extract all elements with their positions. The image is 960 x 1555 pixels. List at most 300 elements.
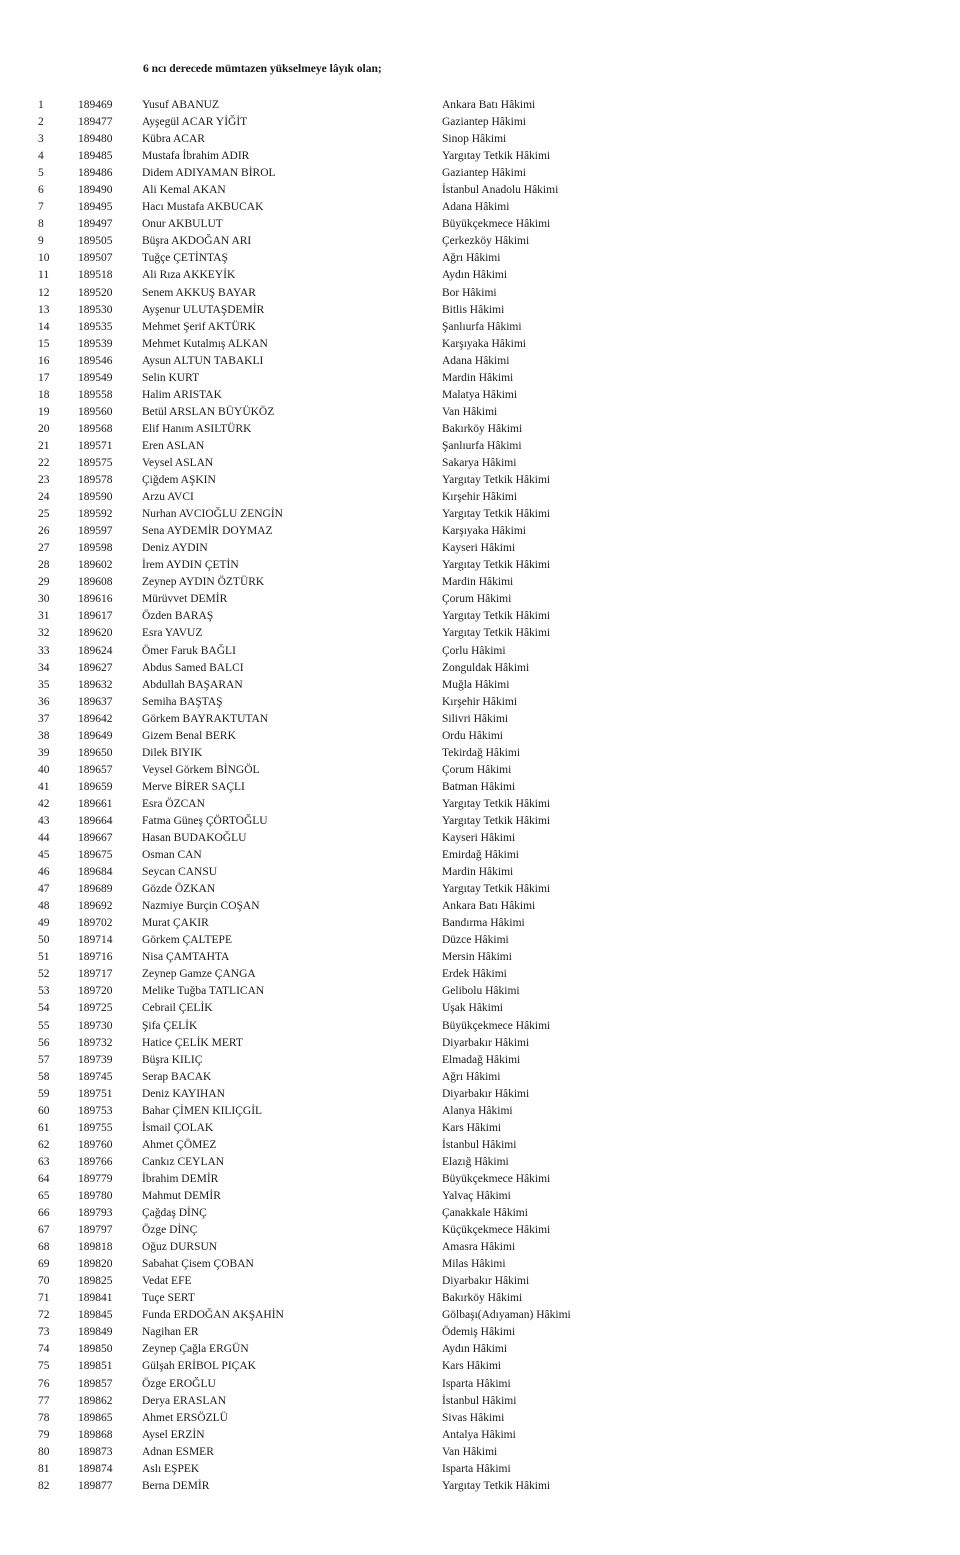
judge-name: Veysel Görkem BİNGÖL — [142, 763, 260, 776]
registry-number: 189637 — [78, 695, 113, 708]
row-number: 41 — [38, 780, 50, 793]
list-row — [0, 353, 960, 370]
court-assignment: Mardin Hâkimi — [442, 371, 514, 384]
registry-number: 189477 — [78, 116, 113, 129]
row-number: 63 — [38, 1155, 50, 1168]
row-number: 4 — [38, 150, 44, 163]
judge-name: Selin KURT — [142, 371, 200, 384]
row-number: 33 — [38, 644, 50, 657]
court-assignment: Büyükçekmece Hâkimi — [442, 1019, 551, 1032]
row-number: 65 — [38, 1190, 50, 1202]
judge-name: Sabahat Çisem ÇOBAN — [142, 1258, 254, 1271]
registry-number: 189659 — [78, 780, 113, 793]
court-assignment: Sakarya Hâkimi — [442, 456, 517, 469]
registry-number: 189716 — [78, 951, 113, 964]
court-assignment: Karşıyaka Hâkimi — [442, 337, 526, 350]
list-row — [0, 1290, 960, 1307]
court-assignment: Kırşehir Hâkimi — [442, 491, 518, 504]
list-row — [0, 574, 960, 591]
row-number: 76 — [38, 1377, 50, 1390]
list-row — [0, 233, 960, 250]
list-row — [0, 114, 960, 131]
row-number: 27 — [38, 542, 50, 555]
row-number: 61 — [38, 1121, 50, 1134]
list-row — [0, 608, 960, 625]
registry-number: 189684 — [78, 866, 113, 879]
list-row — [0, 1188, 960, 1205]
court-assignment: Kayseri Hâkimi — [442, 542, 516, 555]
judge-name: Semiha BAŞTAŞ — [142, 695, 223, 708]
row-number: 7 — [38, 201, 44, 214]
registry-number: 189862 — [78, 1394, 113, 1407]
row-number: 39 — [38, 746, 50, 759]
row-number: 77 — [38, 1394, 50, 1407]
judge-name: Aslı EŞPEK — [142, 1462, 200, 1475]
registry-number: 189664 — [78, 814, 113, 827]
registry-number: 189495 — [78, 201, 113, 214]
judge-name: Büşra AKDOĞAN ARI — [142, 235, 252, 248]
row-number: 52 — [38, 968, 50, 981]
row-number: 60 — [38, 1104, 50, 1117]
registry-number: 189578 — [78, 474, 113, 487]
judge-name: Melike Tuğba TATLICAN — [142, 985, 265, 998]
court-assignment: Ağrı Hâkimi — [442, 252, 501, 265]
list-row — [0, 1410, 960, 1427]
registry-number: 189617 — [78, 610, 113, 623]
row-number: 74 — [38, 1343, 50, 1356]
list-row — [0, 472, 960, 489]
list-row — [0, 1000, 960, 1017]
court-assignment: Isparta Hâkimi — [442, 1462, 511, 1475]
court-assignment: Aydın Hâkimi — [442, 1343, 508, 1356]
list-row — [0, 302, 960, 319]
row-number: 55 — [38, 1019, 50, 1032]
judge-name: Mürüvvet DEMİR — [142, 593, 228, 606]
row-number: 23 — [38, 474, 50, 487]
row-number: 32 — [38, 627, 50, 640]
list-row — [0, 591, 960, 608]
list-row — [0, 131, 960, 148]
registry-number: 189490 — [78, 184, 113, 197]
registry-number: 189818 — [78, 1241, 113, 1254]
list-row — [0, 847, 960, 864]
registry-number: 189632 — [78, 678, 113, 691]
judge-name: Mahmut DEMİR — [142, 1190, 221, 1202]
registry-number: 189793 — [78, 1207, 113, 1220]
row-number: 38 — [38, 729, 50, 742]
row-number: 31 — [38, 610, 50, 623]
list-row — [0, 1035, 960, 1052]
judge-name: Özge EROĞLU — [142, 1377, 216, 1390]
list-row — [0, 1376, 960, 1393]
registry-number: 189518 — [78, 269, 113, 282]
list-row — [0, 1171, 960, 1188]
row-number: 5 — [38, 167, 44, 180]
registry-number: 189535 — [78, 320, 113, 333]
list-row — [0, 148, 960, 165]
judge-name: Didem ADIYAMAN BİROL — [142, 167, 276, 180]
court-assignment: Bor Hâkimi — [442, 286, 497, 299]
court-assignment: Uşak Hâkimi — [442, 1002, 504, 1015]
registry-number: 189657 — [78, 763, 113, 776]
court-assignment: Gölbaşı(Adıyaman) Hâkimi — [442, 1309, 571, 1322]
registry-number: 189874 — [78, 1462, 113, 1475]
row-number: 48 — [38, 900, 50, 913]
list-row — [0, 1120, 960, 1137]
row-number: 66 — [38, 1207, 50, 1220]
list-row — [0, 830, 960, 847]
list-row — [0, 796, 960, 813]
judge-name: Ahmet ÇÖMEZ — [142, 1138, 217, 1151]
registry-number: 189725 — [78, 1002, 113, 1015]
court-assignment: Bakırköy Hâkimi — [442, 1292, 523, 1305]
list-row — [0, 966, 960, 983]
judge-name: Çağdaş DİNÇ — [142, 1207, 207, 1220]
row-number: 8 — [38, 218, 44, 231]
judge-name: Gözde ÖZKAN — [142, 883, 216, 896]
registry-number: 189760 — [78, 1138, 113, 1151]
registry-number: 189558 — [78, 388, 113, 401]
court-assignment: Elazığ Hâkimi — [442, 1155, 509, 1168]
registry-number: 189675 — [78, 849, 113, 862]
registry-number: 189608 — [78, 576, 113, 589]
registry-number: 189568 — [78, 422, 113, 435]
judge-name: Tuçe SERT — [142, 1292, 195, 1305]
registry-number: 189825 — [78, 1275, 113, 1288]
judge-name: Kübra ACAR — [142, 133, 205, 146]
court-assignment: Elmadağ Hâkimi — [442, 1053, 521, 1066]
list-row — [0, 1478, 960, 1495]
court-assignment: Adana Hâkimi — [442, 201, 510, 214]
list-row — [0, 915, 960, 932]
row-number: 19 — [38, 405, 50, 418]
row-number: 81 — [38, 1462, 50, 1475]
list-row — [0, 745, 960, 762]
court-assignment: Yargıtay Tetkik Hâkimi — [442, 814, 551, 827]
registry-number: 189616 — [78, 593, 113, 606]
court-assignment: Ödemiş Hâkimi — [442, 1326, 516, 1339]
court-assignment: Yargıtay Tetkik Hâkimi — [442, 627, 551, 640]
court-assignment: Van Hâkimi — [442, 405, 498, 418]
court-assignment: Isparta Hâkimi — [442, 1377, 511, 1390]
registry-number: 189560 — [78, 405, 113, 418]
registry-number: 189779 — [78, 1172, 113, 1185]
judge-name: Dilek BIYIK — [142, 746, 203, 759]
list-row — [0, 728, 960, 745]
registry-number: 189549 — [78, 371, 113, 384]
row-number: 78 — [38, 1411, 50, 1424]
judge-name: Ali Rıza AKKEYİK — [142, 269, 236, 282]
registry-number: 189689 — [78, 883, 113, 896]
judge-name: Zeynep Gamze ÇANGA — [142, 968, 256, 981]
list-row — [0, 1393, 960, 1410]
court-assignment: Amasra Hâkimi — [442, 1241, 516, 1254]
list-row — [0, 1256, 960, 1273]
judge-name: Abdus Samed BALCI — [142, 661, 244, 674]
registry-number: 189877 — [78, 1479, 113, 1492]
judge-name: Şifa ÇELİK — [142, 1019, 198, 1032]
court-assignment: Mersin Hâkimi — [442, 951, 512, 964]
list-row — [0, 983, 960, 1000]
row-number: 10 — [38, 252, 50, 265]
judge-name: Eren ASLAN — [142, 439, 205, 452]
court-assignment: Van Hâkimi — [442, 1445, 498, 1458]
court-assignment: Yargıtay Tetkik Hâkimi — [442, 508, 551, 521]
judge-name: Hasan BUDAKOĞLU — [142, 832, 247, 845]
list-row — [0, 1137, 960, 1154]
registry-number: 189845 — [78, 1309, 113, 1322]
list-row — [0, 1154, 960, 1171]
list-row — [0, 506, 960, 523]
registry-number: 189627 — [78, 661, 113, 674]
court-assignment: Milas Hâkimi — [442, 1258, 506, 1271]
list-row — [0, 1239, 960, 1256]
judge-name: Esra ÖZCAN — [142, 797, 205, 810]
row-number: 6 — [38, 184, 44, 197]
row-number: 28 — [38, 559, 50, 572]
court-assignment: Sinop Hâkimi — [442, 133, 507, 146]
row-number: 43 — [38, 814, 50, 827]
judge-name: Onur AKBULUT — [142, 218, 223, 231]
registry-number: 189497 — [78, 218, 113, 231]
row-number: 30 — [38, 593, 50, 606]
court-assignment: Küçükçekmece Hâkimi — [442, 1224, 551, 1237]
list-row — [0, 881, 960, 898]
list-row — [0, 438, 960, 455]
list-row — [0, 1461, 960, 1478]
registry-number: 189755 — [78, 1121, 113, 1134]
court-assignment: Çorum Hâkimi — [442, 593, 512, 606]
list-row — [0, 813, 960, 830]
court-assignment: Gaziantep Hâkimi — [442, 116, 526, 129]
row-number: 17 — [38, 371, 50, 384]
judge-name: Çiğdem AŞKIN — [142, 474, 216, 487]
judge-name: Serap BACAK — [142, 1070, 212, 1083]
registry-number: 189865 — [78, 1411, 113, 1424]
registry-number: 189649 — [78, 729, 113, 742]
court-assignment: Şanlıurfa Hâkimi — [442, 320, 522, 333]
registry-number: 189505 — [78, 235, 113, 248]
list-row — [0, 1444, 960, 1461]
registry-number: 189730 — [78, 1019, 113, 1032]
judge-name: Özge DİNÇ — [142, 1224, 198, 1237]
court-assignment: Mardin Hâkimi — [442, 576, 514, 589]
registry-number: 189597 — [78, 525, 113, 538]
judge-name: Ayşegül ACAR YİĞİT — [142, 116, 248, 129]
court-assignment: Erdek Hâkimi — [442, 968, 507, 981]
court-assignment: Adana Hâkimi — [442, 354, 510, 367]
judge-name: Nurhan AVCIOĞLU ZENGİN — [142, 508, 283, 521]
list-row — [0, 677, 960, 694]
court-assignment: Diyarbakır Hâkimi — [442, 1036, 530, 1049]
list-row — [0, 336, 960, 353]
row-number: 45 — [38, 849, 50, 862]
list-row — [0, 1307, 960, 1324]
row-number: 22 — [38, 456, 50, 469]
registry-number: 189732 — [78, 1036, 113, 1049]
row-number: 70 — [38, 1275, 50, 1288]
row-number: 35 — [38, 678, 50, 691]
judge-name: Veysel ASLAN — [142, 456, 214, 469]
list-row — [0, 455, 960, 472]
registry-number: 189841 — [78, 1292, 113, 1305]
court-assignment: Gaziantep Hâkimi — [442, 167, 526, 180]
row-number: 34 — [38, 661, 50, 674]
list-row — [0, 1086, 960, 1103]
registry-number: 189739 — [78, 1053, 113, 1066]
list-row — [0, 1427, 960, 1444]
registry-number: 189530 — [78, 303, 113, 316]
judge-name: Derya ERASLAN — [142, 1394, 226, 1407]
list-row — [0, 199, 960, 216]
list-row — [0, 694, 960, 711]
row-number: 47 — [38, 883, 50, 896]
row-number: 42 — [38, 797, 50, 810]
court-assignment: Diyarbakır Hâkimi — [442, 1087, 530, 1100]
judge-name: Mehmet Şerif AKTÜRK — [142, 320, 256, 333]
row-number: 82 — [38, 1479, 50, 1492]
registry-number: 189702 — [78, 917, 113, 930]
list-row — [0, 1018, 960, 1035]
court-assignment: Yargıtay Tetkik Hâkimi — [442, 474, 551, 487]
judge-name: Hatice ÇELİK MERT — [142, 1036, 243, 1049]
court-assignment: Çanakkale Hâkimi — [442, 1207, 528, 1220]
judge-name: Adnan ESMER — [142, 1445, 214, 1458]
list-row — [0, 421, 960, 438]
row-number: 56 — [38, 1036, 50, 1049]
judge-name: Ömer Faruk BAĞLI — [142, 644, 236, 657]
row-number: 59 — [38, 1087, 50, 1100]
court-assignment: Silivri Hâkimi — [442, 712, 509, 725]
registry-number: 189590 — [78, 491, 113, 504]
list-row — [0, 932, 960, 949]
registry-number: 189539 — [78, 337, 113, 350]
list-row — [0, 523, 960, 540]
court-assignment: Kars Hâkimi — [442, 1121, 502, 1134]
court-assignment: Gelibolu Hâkimi — [442, 985, 520, 998]
judge-name: Betül ARSLAN BÜYÜKÖZ — [142, 405, 275, 418]
court-assignment: Büyükçekmece Hâkimi — [442, 1172, 551, 1185]
row-number: 75 — [38, 1360, 50, 1373]
judge-name: Tuğçe ÇETİNTAŞ — [142, 252, 228, 265]
judge-name: Berna DEMİR — [142, 1479, 210, 1492]
judge-name: Aysun ALTUN TABAKLI — [142, 354, 264, 367]
row-number: 18 — [38, 388, 50, 401]
judge-name: Mustafa İbrahim ADIR — [142, 150, 250, 163]
list-row — [0, 165, 960, 182]
list-row — [0, 643, 960, 660]
judge-name: İrem AYDIN ÇETİN — [142, 559, 239, 572]
court-assignment: Çerkezköy Hâkimi — [442, 235, 530, 248]
list-row — [0, 216, 960, 233]
court-assignment: Kırşehir Hâkimi — [442, 695, 518, 708]
judge-name: Ahmet ERSÖZLÜ — [142, 1411, 228, 1424]
list-row — [0, 540, 960, 557]
registry-number: 189480 — [78, 133, 113, 146]
list-row — [0, 1103, 960, 1120]
list-row — [0, 404, 960, 421]
registry-number: 189745 — [78, 1070, 113, 1083]
court-assignment: Yargıtay Tetkik Hâkimi — [442, 797, 551, 810]
list-row — [0, 1341, 960, 1358]
court-assignment: Büyükçekmece Hâkimi — [442, 218, 551, 231]
court-assignment: Yalvaç Hâkimi — [442, 1190, 511, 1202]
judge-name: Mehmet Kutalmış ALKAN — [142, 337, 268, 350]
court-assignment: Antalya Hâkimi — [442, 1428, 516, 1441]
registry-number: 189624 — [78, 644, 113, 657]
list-row — [0, 250, 960, 267]
judge-name: Büşra KILIÇ — [142, 1053, 203, 1066]
registry-number: 189602 — [78, 559, 113, 572]
registry-number: 189753 — [78, 1104, 113, 1117]
row-number: 50 — [38, 934, 50, 947]
judge-name: Esra YAVUZ — [142, 627, 203, 640]
row-number: 20 — [38, 422, 50, 435]
registry-number: 189692 — [78, 900, 113, 913]
registry-number: 189546 — [78, 354, 113, 367]
row-number: 71 — [38, 1292, 50, 1305]
court-assignment: Aydın Hâkimi — [442, 269, 508, 282]
row-number: 25 — [38, 508, 50, 521]
court-assignment: Ağrı Hâkimi — [442, 1070, 501, 1083]
court-assignment: Muğla Hâkimi — [442, 678, 510, 691]
row-number: 69 — [38, 1258, 50, 1271]
judge-name: Fatma Güneş ÇÖRTOĞLU — [142, 814, 268, 827]
court-assignment: Tekirdağ Hâkimi — [442, 746, 521, 759]
row-number: 21 — [38, 439, 50, 452]
court-assignment: Şanlıurfa Hâkimi — [442, 439, 522, 452]
row-number: 49 — [38, 917, 50, 930]
list-row — [0, 898, 960, 915]
judge-name: Osman CAN — [142, 849, 202, 862]
court-assignment: İstanbul Hâkimi — [442, 1138, 517, 1151]
registry-number: 189780 — [78, 1190, 113, 1202]
registry-number: 189661 — [78, 797, 113, 810]
row-number: 26 — [38, 525, 50, 538]
list-row — [0, 1358, 960, 1375]
court-assignment: Bandırma Hâkimi — [442, 917, 525, 930]
court-assignment: Yargıtay Tetkik Hâkimi — [442, 559, 551, 572]
list-row — [0, 387, 960, 404]
list-row — [0, 711, 960, 728]
judge-name: Nisa ÇAMTAHTA — [142, 951, 230, 964]
registry-number: 189575 — [78, 456, 113, 469]
court-assignment: Kars Hâkimi — [442, 1360, 502, 1373]
judge-name: İsmail ÇOLAK — [142, 1121, 214, 1134]
court-assignment: Yargıtay Tetkik Hâkimi — [442, 883, 551, 896]
list-row — [0, 489, 960, 506]
row-number: 51 — [38, 951, 50, 964]
court-assignment: Alanya Hâkimi — [442, 1104, 513, 1117]
judge-name: Oğuz DURSUN — [142, 1241, 218, 1254]
list-row — [0, 1052, 960, 1069]
judge-name: Özden BARAŞ — [142, 610, 214, 623]
registry-number: 189857 — [78, 1377, 113, 1390]
row-number: 3 — [38, 133, 44, 146]
row-number: 13 — [38, 303, 50, 316]
judge-name: Merve BİRER SAÇLI — [142, 780, 245, 793]
court-assignment: Düzce Hâkimi — [442, 934, 509, 947]
judge-name: Funda ERDOĞAN AKŞAHİN — [142, 1309, 284, 1322]
list-row — [0, 625, 960, 642]
row-number: 72 — [38, 1309, 50, 1322]
judge-name: Gizem Benal BERK — [142, 729, 236, 742]
judge-name: Zeynep Çağla ERGÜN — [142, 1343, 249, 1356]
registry-number: 189469 — [78, 99, 113, 111]
registry-number: 189850 — [78, 1343, 113, 1356]
appointment-list — [0, 97, 960, 1495]
row-number: 15 — [38, 337, 50, 350]
